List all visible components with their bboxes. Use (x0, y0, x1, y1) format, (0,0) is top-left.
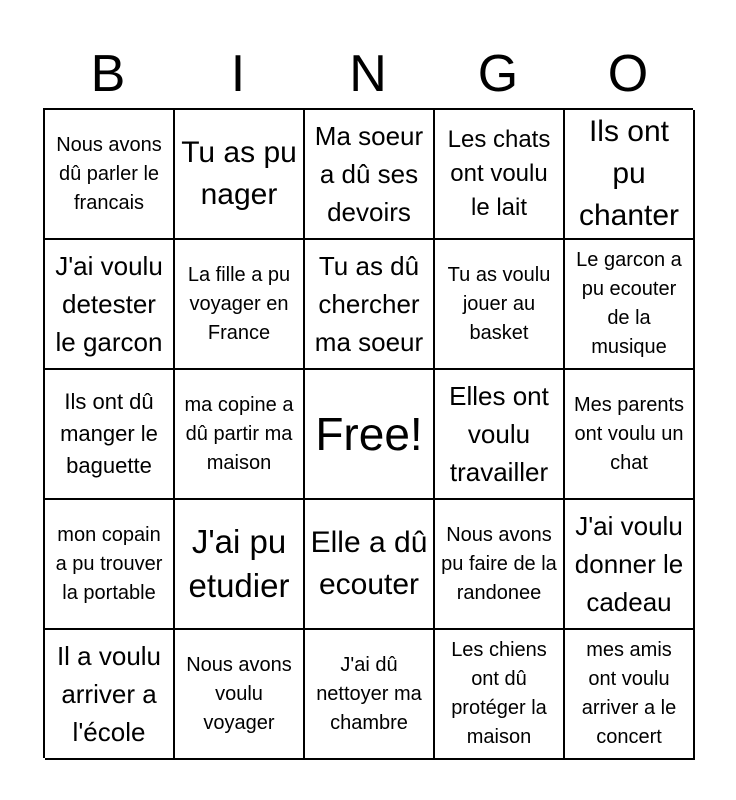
bingo-cell-r5-c2[interactable] (175, 630, 305, 760)
header-letter-g: G (477, 45, 519, 103)
bingo-cell-r3-c1[interactable] (45, 370, 175, 500)
cell-text: Ils ont pu chanter (578, 115, 680, 232)
cell-text: Mes parents ont voulu un chat (573, 393, 685, 474)
bingo-cell-r4-c2[interactable] (175, 500, 305, 630)
bingo-cell-r4-c4[interactable] (435, 500, 565, 630)
cell-text: mes amis ont voulu arriver a le concert (581, 639, 677, 748)
bingo-cell-free[interactable] (305, 370, 435, 500)
bingo-cell-r2-c4[interactable] (435, 240, 565, 370)
header-letter-i: I (230, 45, 246, 103)
cell-text: J'ai pu etudier (188, 523, 290, 604)
bingo-cell-r1-c5[interactable] (565, 110, 695, 240)
cell-text: mon copain a pu trouver la portable (55, 523, 163, 604)
bingo-cell-r2-c3[interactable] (305, 240, 435, 370)
cell-text: J'ai voulu donner le cadeau (574, 511, 684, 617)
bingo-board (43, 108, 693, 758)
free-space-text: Free! (315, 408, 423, 460)
cell-text: Les chats ont voulu le lait (447, 126, 551, 221)
bingo-cell-r5-c5[interactable] (565, 630, 695, 760)
cell-text: La fille a pu voyager en France (187, 263, 291, 344)
bingo-cell-r1-c4[interactable] (435, 110, 565, 240)
bingo-cell-r3-c5[interactable] (565, 370, 695, 500)
cell-text: Il a voulu arriver a l'école (56, 641, 162, 747)
header-letter-o: O (607, 45, 649, 103)
cell-text: Nous avons dû parler le francais (56, 133, 162, 214)
bingo-cell-r3-c2[interactable] (175, 370, 305, 500)
cell-text: Tu as pu nager (181, 136, 297, 211)
bingo-cell-r5-c3[interactable] (305, 630, 435, 760)
bingo-cell-r2-c2[interactable] (175, 240, 305, 370)
cell-text: J'ai voulu detester le garcon (55, 251, 163, 357)
bingo-cell-r5-c1[interactable] (45, 630, 175, 760)
bingo-cell-r1-c1[interactable] (45, 110, 175, 240)
bingo-cell-r2-c1[interactable] (45, 240, 175, 370)
bingo-cell-r1-c2[interactable] (175, 110, 305, 240)
bingo-cell-r4-c5[interactable] (565, 500, 695, 630)
cell-text: ma copine a dû partir ma maison (184, 393, 294, 474)
cell-text: Ma soeur a dû ses devoirs (314, 121, 424, 227)
cell-text: J'ai dû nettoyer ma chambre (316, 653, 422, 734)
cell-text: Nous avons pu faire de la randonee (441, 523, 557, 604)
bingo-cell-r5-c4[interactable] (435, 630, 565, 760)
bingo-cell-r4-c1[interactable] (45, 500, 175, 630)
bingo-cell-r1-c3[interactable] (305, 110, 435, 240)
cell-text: Les chiens ont dû protéger la maison (451, 639, 547, 748)
bingo-cell-r2-c5[interactable] (565, 240, 695, 370)
cell-text: Elles ont voulu travailler (449, 381, 549, 487)
cell-text: Elle a dû ecouter (310, 526, 428, 601)
bingo-cell-r4-c3[interactable] (305, 500, 435, 630)
cell-text: Nous avons voulu voyager (186, 653, 292, 734)
cell-text: Tu as dû chercher ma soeur (314, 251, 424, 357)
bingo-cell-r3-c4[interactable] (435, 370, 565, 500)
header-letter-n: N (349, 45, 387, 103)
cell-text: Tu as voulu jouer au basket (447, 263, 551, 344)
cell-text: Le garcon a pu ecouter de la musique (576, 249, 682, 358)
bingo-header (43, 40, 693, 108)
cell-text: Ils ont dû manger le baguette (60, 389, 158, 478)
header-letter-b: B (90, 45, 126, 103)
